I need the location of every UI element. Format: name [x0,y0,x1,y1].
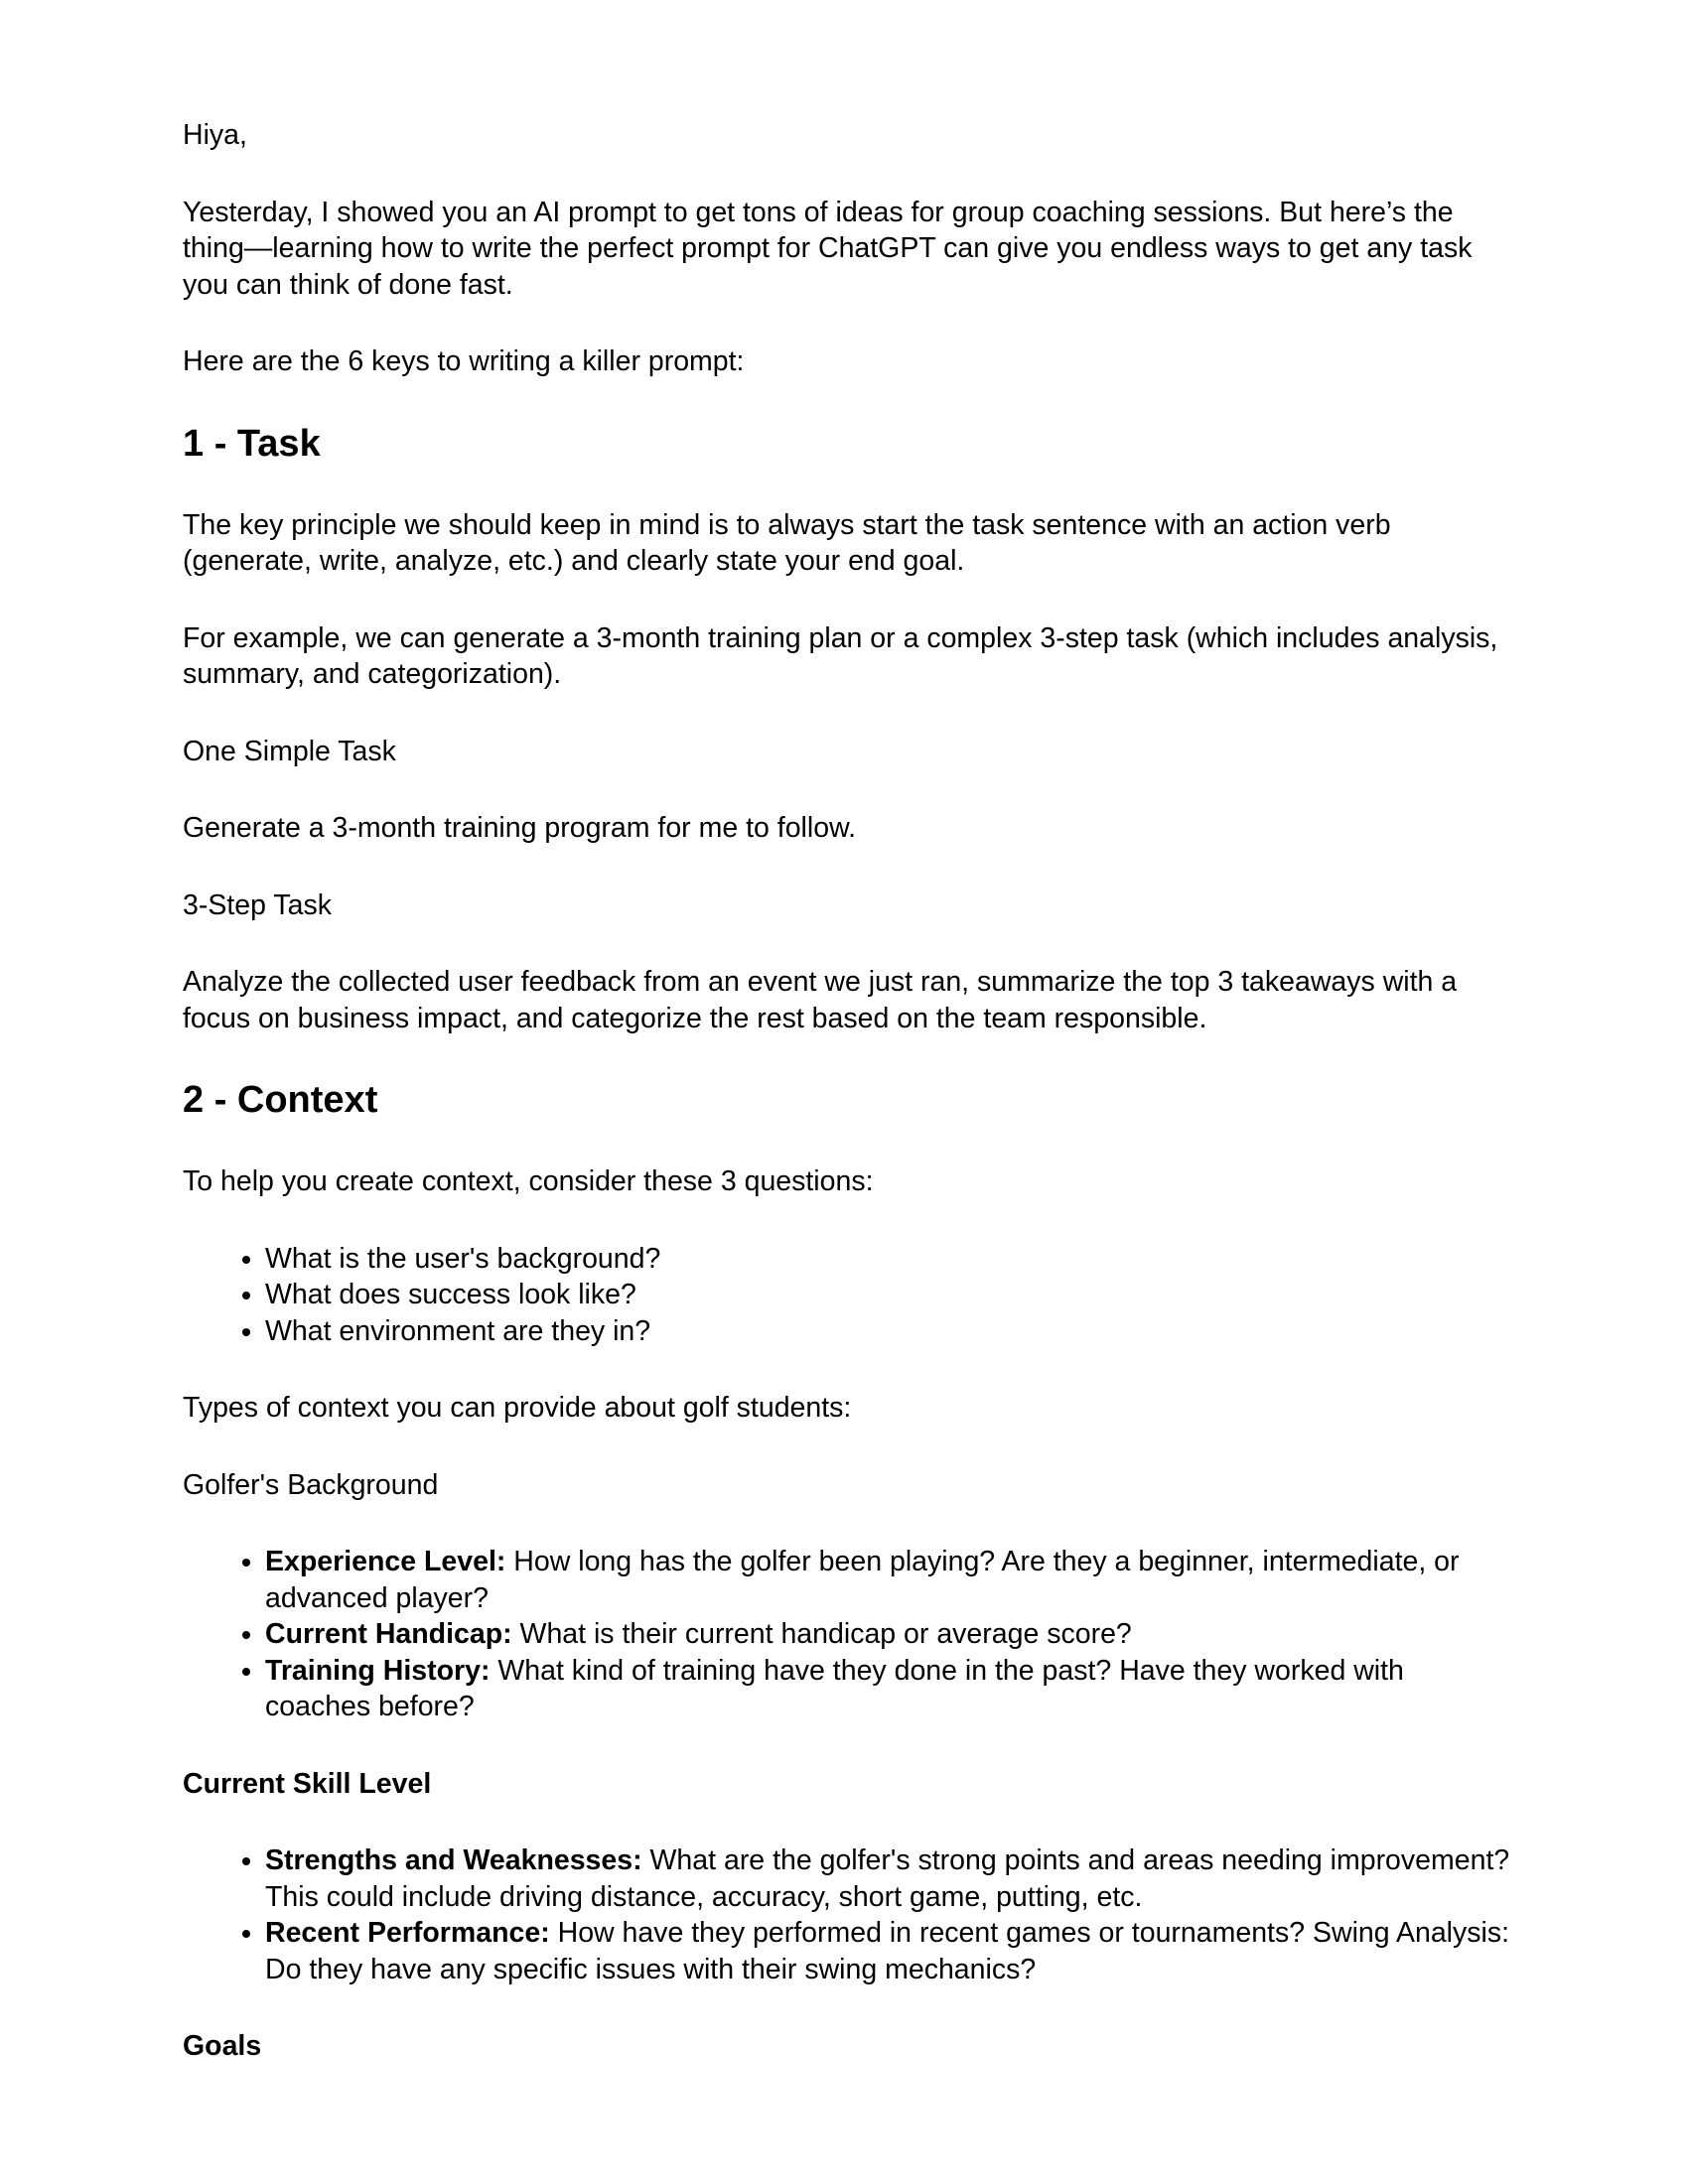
list-item [265,1616,1513,1653]
item-label: Recent Performance: [265,1917,550,1949]
list-item: • What does success look like? [265,1277,1513,1313]
item-text: How have they performed in recent games or tournaments? Swing Analysis: Do they have any specific issues with their swing mechanics? [265,1917,1510,1985]
three-step-task-example: Analyze the collected user feedback from an event we just ran, summarize the top 3 takeaways with a focus on business impact, and categorize the rest based on the team responsible. [183,966,1458,1034]
task-heading: 1 - Task [183,422,321,465]
item-label: Experience Level: [265,1546,506,1577]
current-skill-level-label: Current Skill Level [183,1767,432,1800]
list-item [265,1653,1513,1725]
greeting: Hiya, [183,119,247,151]
task-principle: The key principle we should keep in mind is to always start the task sentence with an action verb (generate, write, analyze, etc.) and clearly state your end goal. [183,508,1391,577]
list-item [265,1915,1513,1987]
context-heading: 2 - Context [183,1079,378,1121]
intro-paragraph: Yesterday, I showed you an AI prompt to get tons of ideas for group coaching sessions. But here’s the thing—learning how to write the perfect prompt for ChatGPT can give you endless ways to get any task you can think of done fast. [183,196,1473,301]
list-item [265,1843,1513,1915]
item-label: Current Handicap: [265,1618,512,1650]
item-label: Strengths and Weaknesses: [265,1844,642,1876]
email-body [183,117,1513,2106]
skill-list [183,1843,1513,1987]
context-intro: To help you create context, consider these 3 questions: [183,1165,874,1197]
item-text: What is their current handicap or average score? [511,1618,1132,1650]
item-text: What kind of training have they done in the past? Have they worked with coaches before? [265,1654,1404,1722]
item-text: How long has the golfer been playing? Are they a beginner, intermediate, or advanced player? [265,1546,1460,1614]
keys-intro: Here are the 6 keys to writing a killer prompt: [183,345,745,377]
item-label: Training History: [265,1654,491,1687]
task-example-intro: For example, we can generate a 3-month training plan or a complex 3-step task (which includes analysis, summary, and categorization). [183,621,1498,690]
list-item [265,1544,1513,1616]
golfer-background-label: Golfer's Background [183,1468,439,1501]
goals-label: Goals [183,2030,262,2062]
simple-task-label: One Simple Task [183,735,396,767]
three-step-task-label: 3-Step Task [183,888,332,921]
simple-task-example: Generate a 3-month training program for me to follow. [183,812,857,844]
list-item: • What environment are they in? [265,1313,1513,1350]
item-text: What are the golfer's strong points and areas needing improvement? This could include driving distance, accuracy, short game, putting, etc. [265,1844,1510,1913]
list-item: • What is the user's background? [265,1241,1513,1278]
background-list [183,1544,1513,1725]
context-questions-list [183,1241,1513,1350]
context-types-intro: Types of context you can provide about golf students: [183,1392,852,1424]
